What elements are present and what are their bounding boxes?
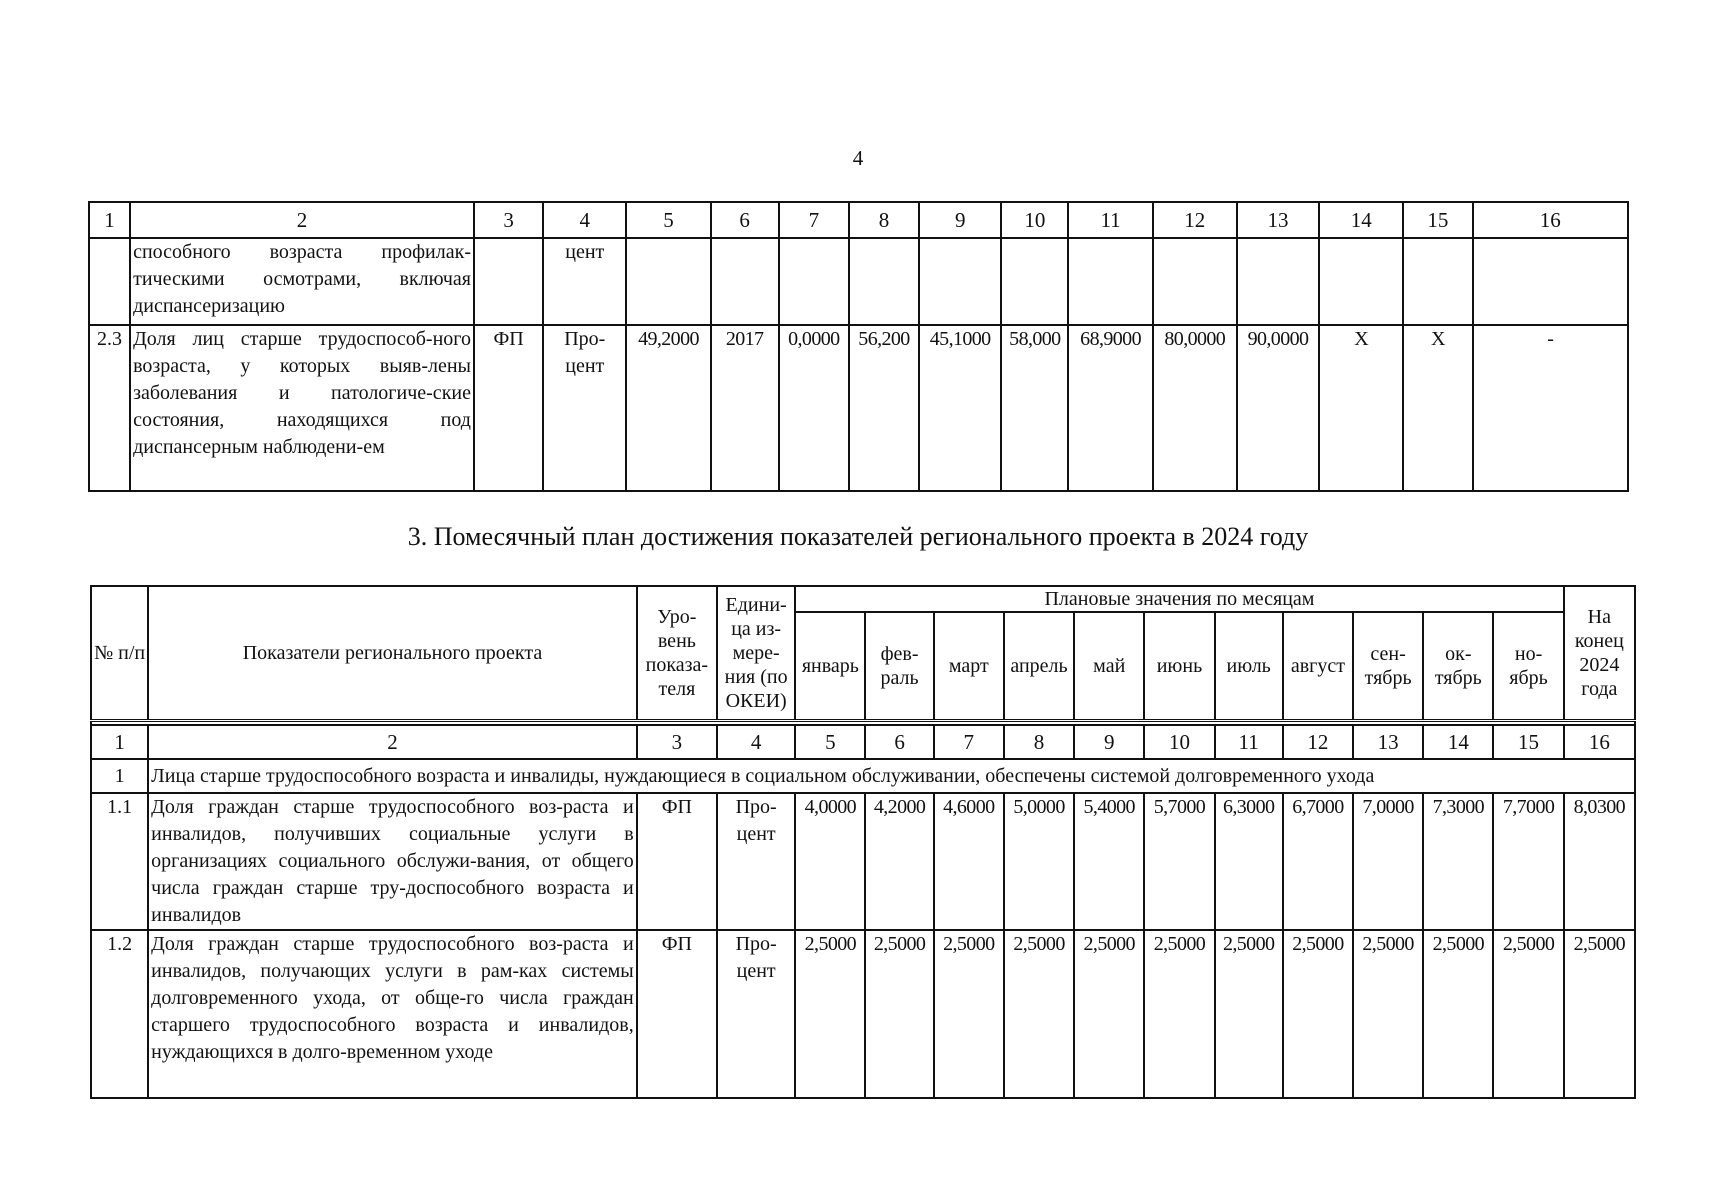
value-cell: 2,5000 (934, 930, 1004, 1098)
column-number-row (91, 725, 1635, 759)
value-cell: 2,5000 (795, 930, 865, 1098)
header-level: Уро-вень показа-теля (637, 586, 717, 720)
table-row (89, 325, 1628, 491)
table-row (91, 793, 1635, 930)
column-number: 5 (795, 725, 865, 759)
header-month: апрель (1004, 612, 1074, 720)
value-cell: 2,5000 (1074, 930, 1144, 1098)
indicator-unit: Про-цент (717, 930, 795, 1098)
header-month: май (1074, 612, 1144, 720)
value-cell: 7,3000 (1423, 793, 1493, 930)
value-cell: 45,1000 (919, 325, 1001, 491)
value-cell: 6,7000 (1283, 793, 1353, 930)
column-number: 8 (849, 202, 919, 238)
value-cell: 58,000 (1001, 325, 1068, 491)
column-number: 10 (1001, 202, 1068, 238)
value-cell: 0,0000 (779, 325, 849, 491)
value-cell (626, 238, 710, 325)
header-month: январь (795, 612, 865, 720)
value-cell: 4,2000 (865, 793, 933, 930)
column-number: 9 (1074, 725, 1144, 759)
group-number: 1 (91, 759, 148, 793)
column-number: 13 (1237, 202, 1319, 238)
header-unit: Едини-ца из-мере-ния (по ОКЕИ) (717, 586, 795, 720)
indicator-unit: Про-цент (717, 793, 795, 930)
column-number: 16 (1473, 202, 1629, 238)
column-number: 5 (626, 202, 710, 238)
value-cell: 2,5000 (1215, 930, 1283, 1098)
header-month: но-ябрь (1493, 612, 1563, 720)
section-title: 3. Помесячный план достижения показателей регионального проекта в 2024 году (407, 522, 1309, 551)
column-number: 2 (148, 725, 637, 759)
value-cell: 2017 (711, 325, 779, 491)
value-cell: 2,5000 (865, 930, 933, 1098)
group-title: Лица старше трудоспособного возраста и инвалиды, нуждающиеся в социальном обслуживании, обеспечены системой долговременного ухода (148, 759, 1635, 793)
value-cell: X (1403, 325, 1472, 491)
column-number-row (89, 202, 1628, 238)
value-cell: 2,5000 (1564, 930, 1635, 1098)
column-number: 12 (1153, 202, 1237, 238)
indicator-level (474, 238, 543, 325)
header-indicator: Показатели регионального проекта (148, 586, 637, 720)
header-month: март (934, 612, 1004, 720)
value-cell: X (1319, 325, 1403, 491)
column-number: 7 (934, 725, 1004, 759)
row-number: 1.1 (91, 793, 148, 930)
indicator-name: Доля лиц старше трудоспособ-ного возраста, у которых выяв-лены заболевания и патологиче-ские состояния, находящихся под диспансерным наблюдени-ем (130, 325, 474, 491)
column-number: 9 (919, 202, 1001, 238)
column-number: 15 (1493, 725, 1563, 759)
column-number: 11 (1215, 725, 1283, 759)
column-number: 3 (474, 202, 543, 238)
indicator-level: ФП (474, 325, 543, 491)
header-num: № п/п (91, 586, 148, 720)
column-number: 7 (779, 202, 849, 238)
table-row (89, 238, 1628, 325)
value-cell (1319, 238, 1403, 325)
column-number: 11 (1068, 202, 1152, 238)
value-cell: 5,4000 (1074, 793, 1144, 930)
header-month: июнь (1144, 612, 1214, 720)
row-number: 2.3 (89, 325, 130, 491)
header-month: ок-тябрь (1423, 612, 1493, 720)
table-row (91, 930, 1635, 1098)
value-cell (779, 238, 849, 325)
page-number: 4 (852, 146, 864, 170)
column-number: 14 (1319, 202, 1403, 238)
value-cell: 7,0000 (1353, 793, 1423, 930)
value-cell: 4,6000 (934, 793, 1004, 930)
header-month: июль (1215, 612, 1283, 720)
column-number: 4 (543, 202, 626, 238)
column-number: 3 (637, 725, 717, 759)
value-cell (1153, 238, 1237, 325)
value-cell: 8,0300 (1564, 793, 1635, 930)
column-number: 1 (91, 725, 148, 759)
value-cell: 4,0000 (795, 793, 865, 930)
column-number: 12 (1283, 725, 1353, 759)
value-cell: - (1473, 325, 1629, 491)
value-cell: 90,0000 (1237, 325, 1319, 491)
value-cell (849, 238, 919, 325)
indicator-level: ФП (637, 930, 717, 1098)
group-row (91, 759, 1635, 793)
column-number: 6 (865, 725, 933, 759)
value-cell: 2,5000 (1353, 930, 1423, 1098)
value-cell (1237, 238, 1319, 325)
value-cell (1473, 238, 1629, 325)
column-number: 14 (1423, 725, 1493, 759)
column-number: 15 (1403, 202, 1472, 238)
row-number: 1.2 (91, 930, 148, 1098)
indicator-name: Доля граждан старше трудоспособного воз-раста и инвалидов, получающих услуги в рам-ках системы долговременного ухода, от обще-го числа граждан старшего трудоспособного возраста и инвалидов, нуждающихся в долго-временном уходе (148, 930, 637, 1098)
value-cell: 6,3000 (1215, 793, 1283, 930)
value-cell: 56,200 (849, 325, 919, 491)
column-number: 16 (1564, 725, 1635, 759)
value-cell: 2,5000 (1004, 930, 1074, 1098)
column-number: 2 (130, 202, 474, 238)
header-month: сен-тябрь (1353, 612, 1423, 720)
value-cell (919, 238, 1001, 325)
value-cell (711, 238, 779, 325)
column-number: 13 (1353, 725, 1423, 759)
monthly-plan-table (90, 585, 1636, 1099)
header-row (91, 586, 1635, 612)
header-month: фев-раль (865, 612, 933, 720)
value-cell (1403, 238, 1472, 325)
value-cell (1001, 238, 1068, 325)
value-cell: 68,9000 (1068, 325, 1152, 491)
column-number: 8 (1004, 725, 1074, 759)
value-cell: 5,7000 (1144, 793, 1214, 930)
column-number: 10 (1144, 725, 1214, 759)
indicator-unit: цент (543, 238, 626, 325)
value-cell: 49,2000 (626, 325, 710, 491)
indicator-name: способного возраста профилак-тическими осмотрами, включая диспансеризацию (130, 238, 474, 325)
value-cell: 2,5000 (1423, 930, 1493, 1098)
header-end-year: На конец 2024 года (1564, 586, 1635, 720)
indicator-unit: Про-цент (543, 325, 626, 491)
indicators-continuation-table (88, 201, 1629, 492)
value-cell: 80,0000 (1153, 325, 1237, 491)
value-cell: 7,7000 (1493, 793, 1563, 930)
header-planned-values: Плановые значения по месяцам (795, 586, 1563, 612)
header-month: август (1283, 612, 1353, 720)
column-number: 4 (717, 725, 795, 759)
column-number: 1 (89, 202, 130, 238)
indicator-name: Доля граждан старше трудоспособного воз-раста и инвалидов, получивших социальные услуги в организациях социального обслужи-вания, от общего числа граждан старше тру-доспособного возраста и инвалидов (148, 793, 637, 930)
value-cell (1068, 238, 1152, 325)
value-cell: 2,5000 (1144, 930, 1214, 1098)
value-cell: 2,5000 (1493, 930, 1563, 1098)
value-cell: 2,5000 (1283, 930, 1353, 1098)
indicator-level: ФП (637, 793, 717, 930)
column-number: 6 (711, 202, 779, 238)
row-number (89, 238, 130, 325)
value-cell: 5,0000 (1004, 793, 1074, 930)
